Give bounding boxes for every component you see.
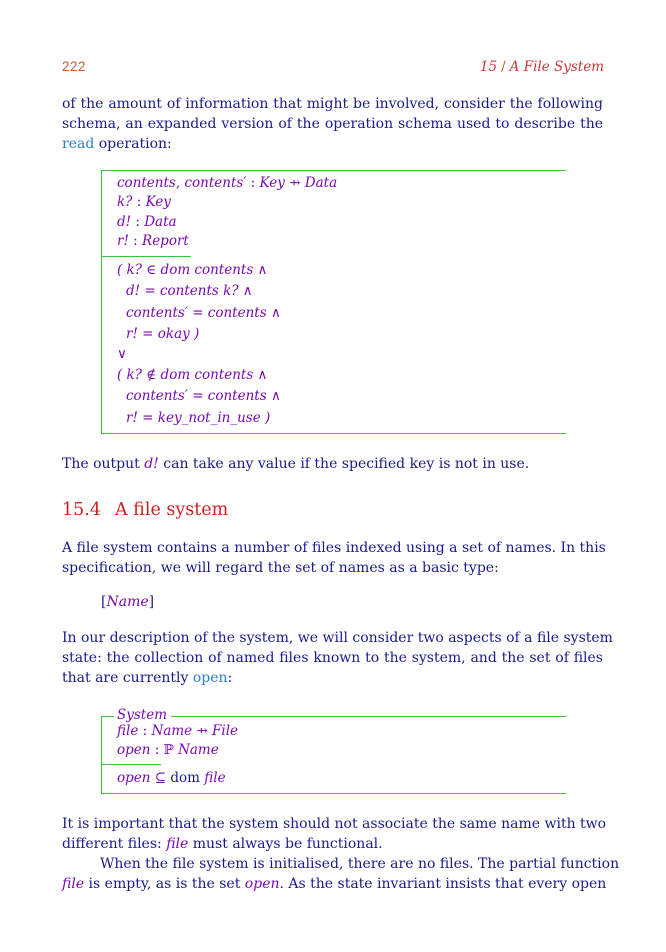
type: Name	[151, 723, 193, 739]
text-fragment: :	[227, 670, 233, 686]
var: open	[117, 770, 151, 786]
type: Name	[178, 742, 219, 758]
dom-keyword: dom	[170, 770, 205, 786]
bracket: [	[101, 594, 107, 610]
schema-top-rule	[101, 170, 566, 171]
section-title: A file system	[114, 500, 229, 520]
text-line: When the file system is initialised, there are no files. The partial function	[100, 856, 620, 872]
text-line	[62, 134, 603, 154]
text-fragment: must always be functional.	[188, 836, 383, 852]
math-variable: d!	[144, 456, 159, 472]
bracket: ]	[148, 594, 155, 610]
var: open	[117, 742, 151, 758]
schema-left-rule	[101, 716, 102, 794]
predicate-disjunction: ∨	[117, 346, 127, 362]
math-variable: file	[166, 836, 189, 852]
text-line	[62, 874, 607, 894]
schema-bottom-rule	[101, 433, 566, 434]
partial-function-arrow: ⇸	[192, 723, 213, 739]
paragraph-intro	[62, 94, 603, 154]
colon: :	[138, 723, 152, 739]
paragraph-system-state	[62, 628, 613, 688]
var: k?	[117, 194, 133, 210]
page-number: 222	[62, 59, 87, 74]
text-line: schema, an expanded version of the operation schema used to describe the	[62, 116, 603, 132]
schema-top-rule-left	[101, 716, 115, 717]
partial-function-arrow: ⇸	[284, 175, 305, 191]
predicate-line: r! = okay )	[126, 326, 200, 342]
math-variable: open	[244, 876, 280, 892]
text-fragment: is empty, as is the set	[84, 876, 245, 892]
type: Data	[144, 214, 177, 230]
predicate-line: ( k? ∉ dom contents ∧	[117, 367, 268, 383]
declaration-contents	[117, 175, 337, 191]
text-fragment: different files:	[62, 836, 167, 852]
schema-top-rule-right	[171, 716, 566, 717]
predicate-line: d! = contents k? ∧	[126, 283, 253, 299]
text-line: It is important that the system should not associate the same name with two	[62, 816, 607, 832]
var: file	[204, 770, 226, 786]
basic-type-declaration	[101, 594, 154, 610]
keyword-open: open	[192, 670, 228, 686]
predicate-line: r! = key_not_in_use )	[126, 410, 271, 426]
declaration-d	[117, 214, 177, 230]
text-fragment: operation:	[94, 136, 172, 152]
var: contents′	[184, 175, 247, 191]
schema-name: System	[114, 707, 170, 723]
paragraph-file-system	[62, 538, 606, 578]
type: Data	[304, 175, 338, 191]
text-fragment: can take any value if the specified key is not in use.	[158, 456, 530, 472]
var: file	[117, 723, 139, 739]
text-line: In our description of the system, we will consider two aspects of a file system	[62, 630, 613, 646]
text-line	[62, 668, 603, 688]
keyword-read: read	[62, 136, 95, 152]
predicate-line: contents′ = contents ∧	[126, 388, 281, 404]
paragraph-output	[62, 454, 603, 474]
colon: :	[150, 742, 164, 758]
subset-symbol: ⊆	[150, 770, 171, 786]
colon: :	[246, 175, 260, 191]
var: d!	[117, 214, 132, 230]
declaration-k	[117, 194, 171, 210]
chapter-title: A File System	[509, 59, 604, 75]
var: r!	[117, 233, 129, 249]
schema-bottom-rule	[101, 793, 566, 794]
var: contents	[117, 175, 176, 191]
colon: :	[128, 233, 143, 249]
chapter-number: 15	[479, 59, 498, 75]
type: Key	[259, 175, 285, 191]
predicate-line: ( k? ∈ dom contents ∧	[117, 262, 268, 278]
schema-divider	[101, 256, 191, 257]
schema-divider	[101, 764, 161, 765]
text-line	[62, 454, 603, 474]
schema-left-rule	[101, 170, 102, 434]
section-heading	[62, 500, 228, 520]
text-line: state: the collection of named files known to the system, and the set of files	[62, 650, 603, 666]
paragraph-invariant	[62, 814, 620, 894]
predicate-line: contents′ = contents ∧	[126, 305, 281, 321]
section-number: 15.4	[62, 500, 101, 520]
type: Report	[142, 233, 189, 249]
predicate-open-subset	[117, 770, 226, 786]
declaration-file	[117, 723, 238, 739]
sep: ,	[175, 175, 185, 191]
text-line: specification, we will regard the set of names as a basic type:	[62, 560, 499, 576]
schema-system	[101, 707, 566, 794]
colon: :	[131, 214, 145, 230]
colon: :	[132, 194, 146, 210]
basic-type-name: Name	[106, 594, 149, 610]
running-header: 15 / A File System	[479, 59, 604, 75]
text-line: A file system contains a number of files indexed using a set of names. In this	[62, 540, 606, 556]
declaration-open	[117, 742, 219, 758]
powerset-symbol: ℙ	[163, 742, 179, 758]
text-fragment: The output	[62, 456, 145, 472]
text-fragment: that are currently	[62, 670, 193, 686]
text-line: of the amount of information that might be involved, consider the following	[62, 96, 603, 112]
math-variable: file	[62, 876, 85, 892]
schema-read-expanded	[101, 170, 566, 434]
type: File	[212, 723, 239, 739]
declaration-r	[117, 233, 189, 249]
type: Key	[145, 194, 171, 210]
text-line	[62, 834, 603, 854]
text-fragment: . As the state invariant insists that every open	[279, 876, 607, 892]
